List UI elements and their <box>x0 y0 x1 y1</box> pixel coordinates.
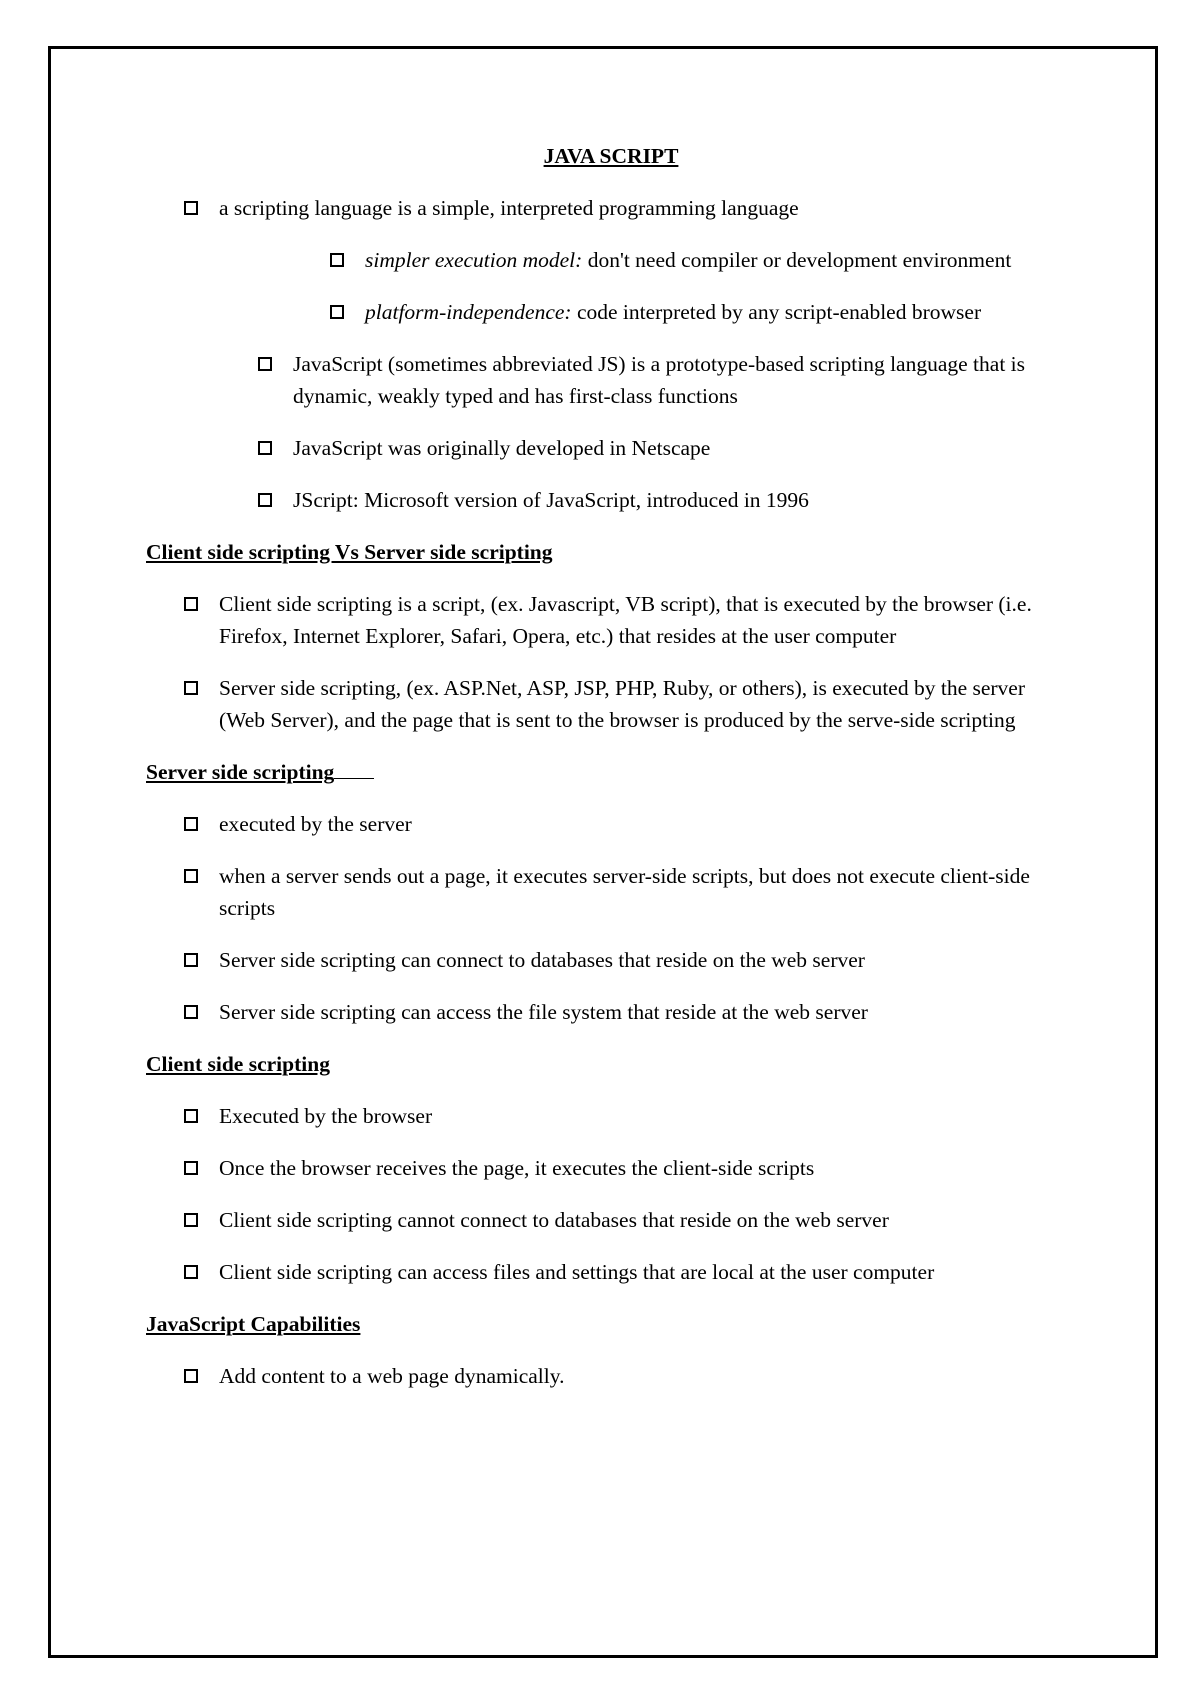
checkbox-bullet-icon <box>184 817 198 831</box>
checkbox-bullet-icon <box>184 597 198 611</box>
checkbox-bullet-icon <box>258 441 272 455</box>
checkbox-bullet-icon <box>184 1005 198 1019</box>
heading-underline-trail <box>334 777 374 779</box>
checkbox-bullet-icon <box>184 1213 198 1227</box>
list-item-text: don't need compiler or development environment <box>582 248 1012 272</box>
list-item-text: Client side scripting is a script, (ex. Javascript, VB script), that is executed by the browser (i.e. Firefox, Internet Explorer, Safari, Opera, etc.) that resides at the user computer <box>219 592 1032 648</box>
list-item-text: Executed by the browser <box>219 1104 433 1128</box>
list-item <box>146 672 1076 736</box>
checkbox-bullet-icon <box>184 1109 198 1123</box>
intro-list <box>146 192 1076 516</box>
checkbox-bullet-icon <box>330 253 344 267</box>
list-item-text: a scripting language is a simple, interpreted programming language <box>219 196 799 220</box>
capabilities-list <box>146 1360 1076 1392</box>
checkbox-bullet-icon <box>184 1369 198 1383</box>
section-heading-client-side: Client side scripting <box>146 1052 330 1076</box>
list-item-text: JScript: Microsoft version of JavaScript, introduced in 1996 <box>293 488 809 512</box>
list-item-text: Server side scripting can connect to databases that reside on the web server <box>219 948 865 972</box>
term-label: simpler execution model: <box>365 248 583 272</box>
list-item-text: executed by the server <box>219 812 412 836</box>
list-item <box>146 996 1076 1028</box>
list-item-text: Once the browser receives the page, it executes the client-side scripts <box>219 1156 815 1180</box>
client-side-list <box>146 1100 1076 1288</box>
client-vs-server-list <box>146 588 1076 736</box>
list-item <box>146 588 1076 652</box>
checkbox-bullet-icon <box>184 1265 198 1279</box>
list-item <box>146 1100 1076 1132</box>
list-item <box>146 244 1076 276</box>
list-item <box>146 1360 1076 1392</box>
checkbox-bullet-icon <box>184 681 198 695</box>
document-body <box>146 140 1076 1412</box>
checkbox-bullet-icon <box>184 201 198 215</box>
section-heading-client-vs-server: Client side scripting Vs Server side scripting <box>146 540 553 564</box>
list-item <box>146 944 1076 976</box>
checkbox-bullet-icon <box>184 953 198 967</box>
checkbox-bullet-icon <box>330 305 344 319</box>
list-item-text: Client side scripting cannot connect to databases that reside on the web server <box>219 1208 889 1232</box>
list-item <box>146 484 1076 516</box>
list-item <box>146 432 1076 464</box>
list-item-text: JavaScript (sometimes abbreviated JS) is a prototype-based scripting language that is dynamic, weakly typed and has first-class functions <box>293 352 1026 408</box>
list-item <box>146 1204 1076 1236</box>
list-item-text: Client side scripting can access files and settings that are local at the user computer <box>219 1260 935 1284</box>
list-item-text: JavaScript was originally developed in Netscape <box>293 436 711 460</box>
list-item-text: when a server sends out a page, it executes server-side scripts, but does not execute client-side scripts <box>219 864 1030 920</box>
checkbox-bullet-icon <box>258 493 272 507</box>
page-title: JAVA SCRIPT <box>543 144 679 168</box>
list-item <box>146 860 1076 924</box>
section-heading-text: Server side scripting <box>146 760 335 784</box>
list-item-text: code interpreted by any script-enabled browser <box>571 300 982 324</box>
list-item <box>146 808 1076 840</box>
list-item <box>146 1152 1076 1184</box>
checkbox-bullet-icon <box>258 357 272 371</box>
list-item-text: Add content to a web page dynamically. <box>219 1364 565 1388</box>
list-item <box>146 192 1076 224</box>
server-side-list <box>146 808 1076 1028</box>
list-item <box>146 348 1076 412</box>
section-heading-server-side <box>146 756 1076 788</box>
term-label: platform-independence: <box>365 300 572 324</box>
list-item-text: Server side scripting, (ex. ASP.Net, ASP, JSP, PHP, Ruby, or others), is executed by the server (Web Server), and the page that is sent to the browser is produced by the serve-side scripting <box>219 676 1026 732</box>
checkbox-bullet-icon <box>184 1161 198 1175</box>
list-item <box>146 1256 1076 1288</box>
section-heading-capabilities: JavaScript Capabilities <box>146 1312 361 1336</box>
list-item-text: Server side scripting can access the file system that reside at the web server <box>219 1000 868 1024</box>
checkbox-bullet-icon <box>184 869 198 883</box>
list-item <box>146 296 1076 328</box>
